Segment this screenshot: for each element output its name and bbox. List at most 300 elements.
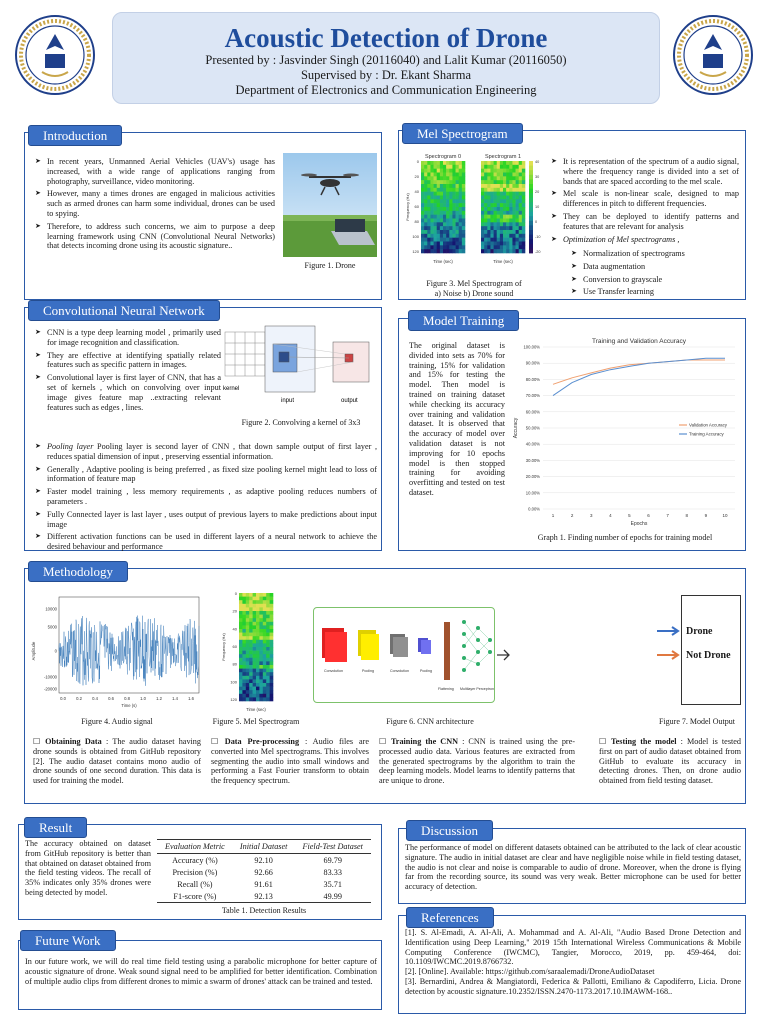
heatmap-cell bbox=[459, 207, 462, 211]
heatmap-cell bbox=[242, 611, 246, 615]
heatmap-cell bbox=[506, 203, 509, 207]
heatmap-cell bbox=[256, 651, 260, 655]
heatmap-cell bbox=[253, 697, 257, 701]
table-cell: 35.71 bbox=[323, 879, 342, 889]
heatmap-cell bbox=[487, 219, 490, 223]
heatmap-cell bbox=[484, 249, 487, 253]
heatmap-cell bbox=[430, 169, 433, 173]
heatmap-cell bbox=[487, 238, 490, 242]
heatmap-cell bbox=[430, 230, 433, 234]
colorbar-cell bbox=[529, 221, 533, 226]
heatmap-cell bbox=[249, 636, 253, 640]
heatmap-cell bbox=[522, 230, 525, 234]
heatmap-cell bbox=[494, 188, 497, 192]
heatmap-cell bbox=[506, 249, 509, 253]
heatmap-cell bbox=[497, 245, 500, 249]
table1-caption: Table 1. Detection Results bbox=[221, 906, 307, 915]
heatmap-cell bbox=[239, 651, 243, 655]
heatmap-cell bbox=[253, 604, 257, 608]
heatmap-cell bbox=[266, 690, 270, 694]
heatmap-cell bbox=[497, 211, 500, 215]
heatmap-cell bbox=[259, 654, 263, 658]
heatmap-cell bbox=[484, 238, 487, 242]
heatmap-cell bbox=[440, 176, 443, 180]
x-tick-label: 1.6 bbox=[188, 696, 194, 701]
heatmap-cell bbox=[487, 165, 490, 169]
y-tick-label: 90.00% bbox=[525, 360, 540, 366]
heatmap-cell bbox=[519, 242, 522, 246]
heatmap-cell bbox=[440, 199, 443, 203]
heatmap-cell bbox=[239, 690, 243, 694]
heatmap-cell bbox=[434, 161, 437, 165]
x-tick-label: 7 bbox=[666, 513, 669, 518]
heatmap-cell bbox=[506, 196, 509, 200]
heatmap-cell bbox=[266, 661, 270, 665]
heatmap-cell bbox=[253, 643, 257, 647]
mel-spectrogram-panel bbox=[398, 130, 746, 300]
heatmap-cell bbox=[437, 230, 440, 234]
y-tick-label: 120 bbox=[230, 697, 237, 702]
heatmap-cell bbox=[242, 636, 246, 640]
y-tick-label: 80 bbox=[414, 219, 419, 224]
heatmap-cell bbox=[446, 184, 449, 188]
heatmap-cell bbox=[443, 242, 446, 246]
heatmap-cell bbox=[522, 219, 525, 223]
heatmap-cell bbox=[249, 640, 253, 644]
heatmap-cell bbox=[509, 203, 512, 207]
heatmap-cell bbox=[449, 161, 452, 165]
methodology-spectrogram-figure bbox=[221, 587, 277, 717]
heatmap-cell bbox=[500, 207, 503, 211]
heatmap-cell bbox=[494, 180, 497, 184]
heatmap-cell bbox=[249, 672, 253, 676]
heatmap-cell bbox=[421, 249, 424, 253]
heatmap-cell bbox=[437, 161, 440, 165]
heatmap-cell bbox=[446, 242, 449, 246]
heatmap-cell bbox=[449, 222, 452, 226]
heatmap-cell bbox=[494, 173, 497, 177]
y-tick-label: 100 bbox=[230, 679, 237, 685]
cnn-bullet-faster: ➤ Faster model training , less memory requirements , as adaptive pooling reduces numbers of parameters . bbox=[35, 487, 377, 507]
heatmap-cell bbox=[446, 169, 449, 173]
heatmap-cell bbox=[503, 238, 506, 242]
heatmap-cell bbox=[256, 654, 260, 658]
heatmap-cell bbox=[500, 203, 503, 207]
heatmap-cell bbox=[484, 188, 487, 192]
heatmap-cell bbox=[446, 176, 449, 180]
step-testing: ☐ Testing the model : Model is tested first on part of audio dataset obtained from GitHub to evaluate its accuracy in detecting drones. Then, on drone audio obtained from field testing dataset. bbox=[599, 737, 741, 786]
methodology-panel bbox=[24, 568, 746, 804]
heatmap-cell bbox=[512, 188, 515, 192]
heatmap-cell bbox=[459, 199, 462, 203]
heatmap-cell bbox=[512, 176, 515, 180]
x-tick-label: 10 bbox=[722, 513, 728, 518]
heatmap-cell bbox=[497, 234, 500, 238]
heatmap-cell bbox=[430, 249, 433, 253]
heatmap-cell bbox=[503, 242, 506, 246]
colorbar-cell bbox=[529, 248, 533, 253]
heatmap-cell bbox=[270, 600, 274, 604]
x-tick-label: 4 bbox=[609, 513, 612, 518]
heatmap-cell bbox=[459, 238, 462, 242]
heatmap-cell bbox=[456, 234, 459, 238]
heatmap-cell bbox=[512, 226, 515, 230]
heatmap-cell bbox=[446, 222, 449, 226]
table-header: Initial Dataset bbox=[233, 840, 295, 854]
heatmap-cell bbox=[519, 230, 522, 234]
heatmap-cell bbox=[494, 161, 497, 165]
future-work-text: In our future work, we will do real time field testing using a parabolic microphone for better capture of acoustic signature of drone. Weak sound signal need to be amplified for better identification. Combination of multiple audio clips from different drones to mimic a swarm of drones' attack can be trained and tested. bbox=[25, 957, 377, 986]
heatmap-cell bbox=[430, 222, 433, 226]
heatmap-cell bbox=[246, 604, 250, 608]
heatmap-cell bbox=[434, 230, 437, 234]
heatmap-cell bbox=[249, 694, 253, 698]
model-output-box bbox=[681, 595, 741, 705]
heatmap-cell bbox=[484, 184, 487, 188]
heatmap-cell bbox=[500, 238, 503, 242]
heatmap-cell bbox=[512, 192, 515, 196]
heatmap-cell bbox=[266, 593, 270, 597]
heatmap-cell bbox=[266, 607, 270, 611]
heatmap-cell bbox=[440, 226, 443, 230]
heatmap-cell bbox=[253, 607, 257, 611]
heatmap-cell bbox=[512, 180, 515, 184]
cnn-bullet-pooling: ➤ Pooling layer Pooling layer is second layer of CNN , that down sample output of first layer , reduces spatial dimension of input , preserving essential information. bbox=[35, 442, 377, 462]
heatmap-cell bbox=[456, 245, 459, 249]
legend-entry: Validation Accuracy bbox=[689, 422, 727, 428]
heatmap-cell bbox=[484, 196, 487, 200]
heatmap-cell bbox=[459, 192, 462, 196]
heatmap-cell bbox=[443, 230, 446, 234]
heatmap-cell bbox=[266, 672, 270, 676]
heatmap-cell bbox=[509, 230, 512, 234]
heatmap-cell bbox=[430, 234, 433, 238]
heatmap-cell bbox=[239, 615, 243, 619]
heatmap-cell bbox=[270, 665, 274, 669]
cnn-layer-label: Pooling bbox=[362, 669, 374, 673]
heatmap-cell bbox=[434, 207, 437, 211]
heatmap-cell bbox=[259, 622, 263, 626]
heatmap-cell bbox=[437, 184, 440, 188]
heatmap-cell bbox=[430, 211, 433, 215]
heatmap-cell bbox=[490, 169, 493, 173]
heatmap-cell bbox=[497, 230, 500, 234]
heatmap-cell bbox=[459, 211, 462, 215]
heatmap-cell bbox=[253, 615, 257, 619]
heatmap-cell bbox=[263, 618, 267, 622]
heatmap-cell bbox=[490, 242, 493, 246]
heatmap-cell bbox=[256, 679, 260, 683]
heatmap-cell bbox=[452, 184, 455, 188]
heatmap-cell bbox=[449, 238, 452, 242]
table-cell: 92.10 bbox=[254, 855, 273, 865]
table-cell: 92.66 bbox=[254, 867, 273, 877]
heatmap-cell bbox=[421, 219, 424, 223]
heatmap-cell bbox=[249, 622, 253, 626]
heatmap-cell bbox=[456, 226, 459, 230]
heatmap-cell bbox=[430, 176, 433, 180]
heatmap-cell bbox=[503, 215, 506, 219]
heatmap-cell bbox=[421, 238, 424, 242]
heatmap-cell bbox=[256, 687, 260, 691]
heatmap-cell bbox=[519, 169, 522, 173]
heatmap-cell bbox=[462, 245, 465, 249]
heatmap-cell bbox=[503, 249, 506, 253]
heatmap-cell bbox=[503, 222, 506, 226]
heatmap-cell bbox=[239, 607, 243, 611]
heatmap-cell bbox=[427, 207, 430, 211]
heatmap-cell bbox=[259, 629, 263, 633]
heatmap-cell bbox=[434, 222, 437, 226]
heatmap-cell bbox=[500, 161, 503, 165]
heatmap-cell bbox=[427, 249, 430, 253]
heatmap-cell bbox=[497, 196, 500, 200]
heatmap-cell bbox=[452, 207, 455, 211]
heatmap-cell bbox=[430, 245, 433, 249]
heatmap-cell bbox=[259, 607, 263, 611]
heatmap-cell bbox=[424, 245, 427, 249]
heatmap-cell bbox=[484, 230, 487, 234]
heatmap-cell bbox=[246, 647, 250, 651]
heatmap-cell bbox=[437, 238, 440, 242]
heatmap-cell bbox=[242, 687, 246, 691]
y-tick-label: 70.00% bbox=[525, 393, 540, 399]
x-tick-label: 3 bbox=[589, 513, 593, 518]
heatmap-cell bbox=[256, 640, 260, 644]
cnn-layer-label: Multilayer Perceptron bbox=[460, 687, 494, 691]
heatmap-cell bbox=[430, 219, 433, 223]
heatmap-cell bbox=[424, 165, 427, 169]
heatmap-cell bbox=[242, 669, 246, 673]
heatmap-cell bbox=[246, 629, 250, 633]
heatmap-cell bbox=[484, 211, 487, 215]
x-tick-label: 0.0 bbox=[60, 696, 66, 701]
table-cell: 69.79 bbox=[323, 855, 342, 865]
colorbar-tick-label: 0 bbox=[535, 220, 538, 224]
heatmap-cell bbox=[427, 173, 430, 177]
heatmap-cell bbox=[263, 694, 267, 698]
heatmap-cell bbox=[500, 211, 503, 215]
heatmap-cell bbox=[427, 203, 430, 207]
heatmap-cell bbox=[430, 188, 433, 192]
heatmap-cell bbox=[443, 196, 446, 200]
heatmap-cell bbox=[506, 242, 509, 246]
heatmap-cell bbox=[421, 192, 424, 196]
colorbar-cell bbox=[529, 212, 533, 217]
heatmap-cell bbox=[446, 180, 449, 184]
heatmap-cell bbox=[446, 188, 449, 192]
heatmap-cell bbox=[459, 219, 462, 223]
colorbar-tick-label: 30 bbox=[535, 175, 540, 179]
heatmap-cell bbox=[516, 176, 519, 180]
heatmap-cell bbox=[487, 176, 490, 180]
heatmap-cell bbox=[494, 215, 497, 219]
figure3-caption-line1: Figure 3. Mel Spectrogram of bbox=[426, 279, 522, 288]
heatmap-cell bbox=[519, 215, 522, 219]
y-tick-label: 100.00% bbox=[523, 344, 540, 350]
heatmap-cell bbox=[437, 176, 440, 180]
heatmap-cell bbox=[512, 234, 515, 238]
heatmap-cell bbox=[481, 180, 484, 184]
heatmap-cell bbox=[481, 207, 484, 211]
heatmap-cell bbox=[522, 207, 525, 211]
heatmap-cell bbox=[452, 226, 455, 230]
table-cell: F1-score (%) bbox=[157, 890, 233, 903]
heatmap-cell bbox=[246, 593, 250, 597]
result-text: The accuracy obtained on dataset from GitHub repository is better than that obtained on dataset obtained from the field testing videos. The recall of 35% indicates only 35% drones were being detected by model. bbox=[25, 839, 151, 897]
heatmap-cell bbox=[239, 640, 243, 644]
heatmap-cell bbox=[242, 683, 246, 687]
heatmap-cell bbox=[462, 192, 465, 196]
heatmap-cell bbox=[490, 184, 493, 188]
heatmap-cell bbox=[427, 219, 430, 223]
pooling-layer-term: Pooling layer bbox=[47, 442, 94, 451]
heatmap-cell bbox=[246, 658, 250, 662]
heatmap-cell bbox=[484, 165, 487, 169]
heatmap-cell bbox=[259, 665, 263, 669]
heatmap-cell bbox=[497, 219, 500, 223]
heatmap-cell bbox=[509, 226, 512, 230]
heatmap-cell bbox=[446, 161, 449, 165]
mel-bullet: ➤ Mel scale is non-linear scale, designed to map differences in pitch to different frequencies. bbox=[551, 189, 739, 209]
heatmap-cell bbox=[437, 165, 440, 169]
heatmap-cell bbox=[490, 165, 493, 169]
heatmap-cell bbox=[506, 230, 509, 234]
heatmap-cell bbox=[242, 676, 246, 680]
heatmap-cell bbox=[503, 188, 506, 192]
step-preprocessing: ☐ Data Pre-processing : Audio files are converted into Mel spectrograms. This involves segmenting the audio into small windows and performing a Fast Fourier transform to obtain the frequency spectrum. bbox=[211, 737, 369, 786]
heatmap-cell bbox=[512, 161, 515, 165]
reference-item: [1]. S. Al-Emadi, A. Al-Ali, A. Mohammad and A. Al-Ali, "Audio Based Drone Detection and Identification using Deep Learning," 2019 15th International Wireless Communications & Mobile Computing Conference (IWCMC), Tangier, Morocco, 2019, pp. 459-464, doi: 10.1109/IWCMC.2019.8766732. bbox=[405, 928, 741, 967]
heatmap-cell bbox=[259, 600, 263, 604]
heatmap-cell bbox=[500, 226, 503, 230]
colorbar-cell bbox=[529, 166, 533, 171]
heatmap-cell bbox=[246, 633, 250, 637]
heatmap-cell bbox=[440, 192, 443, 196]
discussion-title: Discussion bbox=[406, 820, 493, 841]
heatmap-cell bbox=[427, 184, 430, 188]
heatmap-cell bbox=[259, 625, 263, 629]
y-tick-label: -10000 bbox=[43, 674, 57, 680]
heatmap-cell bbox=[440, 196, 443, 200]
heatmap-cell bbox=[512, 245, 515, 249]
heatmap-cell bbox=[256, 658, 260, 662]
heatmap-cell bbox=[440, 215, 443, 219]
heatmap-cell bbox=[462, 222, 465, 226]
heatmap-cell bbox=[512, 173, 515, 177]
heatmap-cell bbox=[494, 199, 497, 203]
heatmap-cell bbox=[446, 249, 449, 253]
heatmap-cell bbox=[437, 242, 440, 246]
heatmap-cell bbox=[522, 176, 525, 180]
heatmap-cell bbox=[490, 199, 493, 203]
heatmap-cell bbox=[481, 211, 484, 215]
heatmap-cell bbox=[519, 173, 522, 177]
x-axis-label: Time (sec) bbox=[493, 259, 513, 264]
heatmap-cell bbox=[256, 600, 260, 604]
heatmap-cell bbox=[249, 597, 253, 601]
heatmap-cell bbox=[266, 625, 270, 629]
heatmap-cell bbox=[437, 245, 440, 249]
heatmap-cell bbox=[446, 199, 449, 203]
input-label: input bbox=[281, 398, 295, 404]
heatmap-cell bbox=[259, 618, 263, 622]
mel-bullet: ➤ They can be deployed to identify patterns and features that are relevant for analysis bbox=[551, 212, 739, 232]
heatmap-cell bbox=[266, 658, 270, 662]
heatmap-cell bbox=[434, 242, 437, 246]
heatmap-cell bbox=[512, 196, 515, 200]
heatmap-cell bbox=[522, 211, 525, 215]
heatmap-cell bbox=[487, 196, 490, 200]
heatmap-cell bbox=[242, 643, 246, 647]
heatmap-cell bbox=[239, 687, 243, 691]
heatmap-cell bbox=[487, 180, 490, 184]
y-tick-label: 20 bbox=[232, 608, 237, 614]
heatmap-cell bbox=[481, 226, 484, 230]
heatmap-cell bbox=[456, 196, 459, 200]
heatmap-cell bbox=[446, 238, 449, 242]
heatmap-cell bbox=[452, 196, 455, 200]
heatmap-cell bbox=[440, 211, 443, 215]
heatmap-cell bbox=[449, 203, 452, 207]
heatmap-cell bbox=[516, 207, 519, 211]
heatmap-cell bbox=[249, 607, 253, 611]
heatmap-cell bbox=[494, 165, 497, 169]
heatmap-cell bbox=[427, 215, 430, 219]
heatmap-cell bbox=[490, 192, 493, 196]
heatmap-cell bbox=[509, 207, 512, 211]
heatmap-cell bbox=[270, 651, 274, 655]
heatmap-cell bbox=[506, 192, 509, 196]
heatmap-cell bbox=[266, 665, 270, 669]
heatmap-cell bbox=[270, 654, 274, 658]
heatmap-cell bbox=[440, 207, 443, 211]
heatmap-cell bbox=[456, 188, 459, 192]
heatmap-cell bbox=[516, 211, 519, 215]
heatmap-cell bbox=[462, 230, 465, 234]
heatmap-cell bbox=[427, 176, 430, 180]
heatmap-cell bbox=[259, 697, 263, 701]
heatmap-cell bbox=[427, 165, 430, 169]
heatmap-cell bbox=[503, 192, 506, 196]
drone-photo bbox=[283, 153, 377, 257]
heatmap-cell bbox=[506, 188, 509, 192]
heatmap-cell bbox=[424, 238, 427, 242]
x-tick-label: 9 bbox=[704, 513, 708, 518]
heatmap-cell bbox=[263, 669, 267, 673]
heatmap-cell bbox=[253, 618, 257, 622]
heatmap-cell bbox=[256, 625, 260, 629]
heatmap-cell bbox=[459, 245, 462, 249]
heatmap-cell bbox=[259, 611, 263, 615]
heatmap-cell bbox=[497, 180, 500, 184]
heatmap-cell bbox=[452, 234, 455, 238]
heatmap-cell bbox=[242, 658, 246, 662]
heatmap-cell bbox=[500, 219, 503, 223]
heatmap-cell bbox=[424, 184, 427, 188]
heatmap-cell bbox=[246, 640, 250, 644]
table-row bbox=[157, 866, 371, 878]
heatmap-cell bbox=[456, 199, 459, 203]
heatmap-cell bbox=[270, 661, 274, 665]
heatmap-cell bbox=[253, 611, 257, 615]
heatmap-cell bbox=[266, 600, 270, 604]
heatmap-cell bbox=[512, 199, 515, 203]
heatmap-cell bbox=[430, 161, 433, 165]
heatmap-cell bbox=[452, 249, 455, 253]
heatmap-cell bbox=[456, 169, 459, 173]
y-tick-label: 10000 bbox=[45, 606, 57, 612]
